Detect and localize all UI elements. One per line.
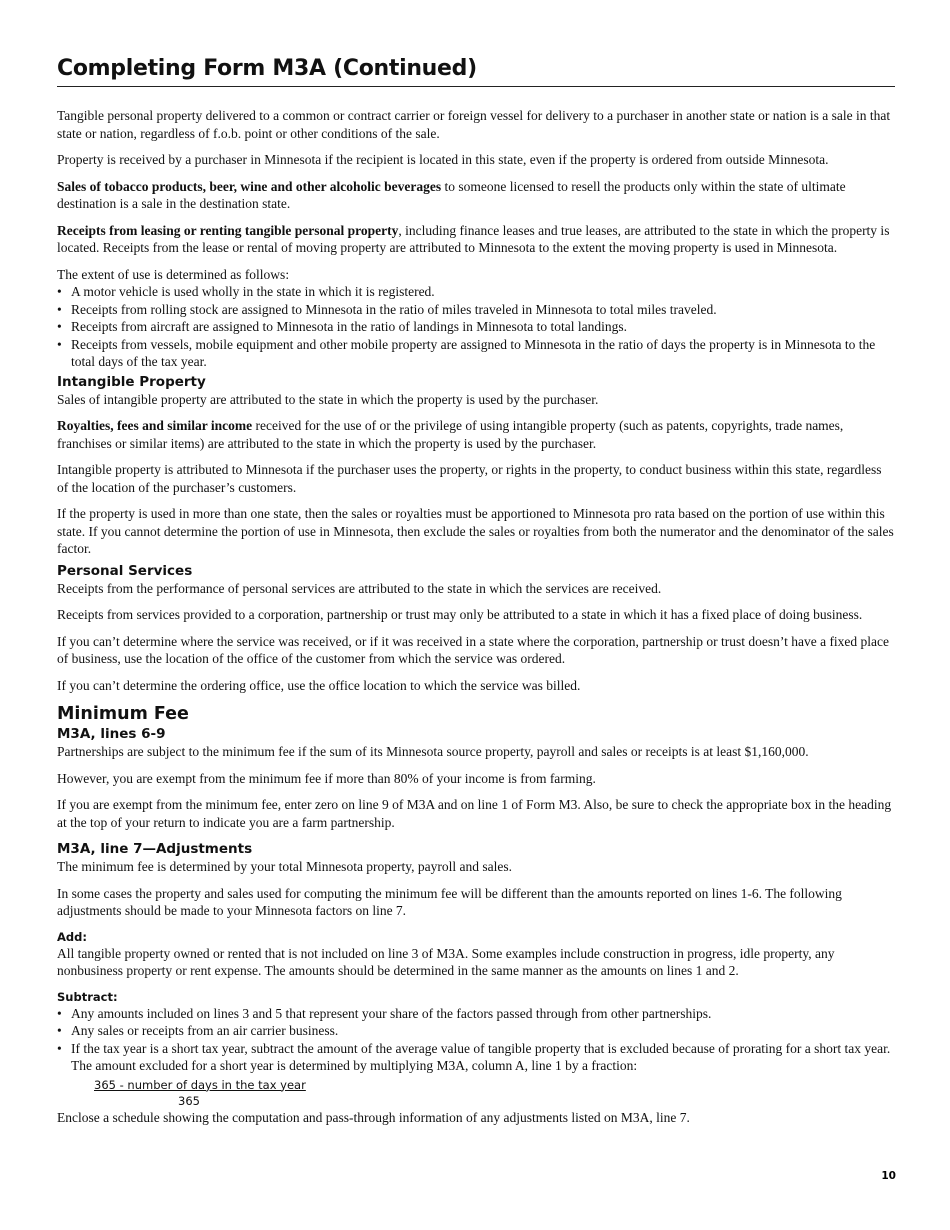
paragraph: The minimum fee is determined by your total Minnesota property, payroll and sales. — [57, 859, 513, 874]
list-item: • If the tax year is a short tax year, subtract the amount of the average value of tangible property that is excluded because of prorating for a short tax year. The amount excluded for a short year is determined by multiplying M3A, column A, line 1 by a fraction: — [57, 1040, 895, 1075]
paragraph-text: to someone licensed to resell the products only within the state of ultimate destination is a sale in the destination state. — [57, 178, 846, 211]
bold-lead: Sales of tobacco products, beer, wine and other alcoholic beverages — [57, 178, 442, 194]
paragraph — [57, 222, 895, 257]
paragraph: If the property is used in more than one state, then the sales or royalties must be apportioned to Minnesota pro rata based on the portion of use within this state. If you cannot determine the portion of use in Minnesota, then exclude the sales or royalties from both the numerator and the denominator of the sales factor. — [57, 506, 894, 556]
document-body — [57, 107, 895, 1126]
paragraph: Tangible personal property delivered to a common or contract carrier or foreign vessel for delivery to a purchaser in another state or nation is a sale in that state or nation, regardless of f.o.b. point or other conditions of the sale. — [57, 108, 891, 141]
paragraph: Enclose a schedule showing the computation and pass-through information of any adjustments listed on M3A, line 7. — [57, 1109, 690, 1125]
section-heading-personal-services: Personal Services — [57, 562, 193, 579]
paragraph: Intangible property is attributed to Minnesota if the purchaser uses the property, or rights in the property, to conduct business within this state, regardless of the location of the purchaser’s customers. — [57, 462, 882, 495]
paragraph: If you can’t determine where the service was received, or if it was received in a state where the corporation, partnership or trust doesn’t have a fixed place of business, use the location of the office of the customer from which the service was ordered. — [57, 633, 890, 666]
paragraph-text: , including finance leases and true leases, are attributed to the state in which the property is located. Receipts from the lease or rental of moving property are attributed to Minnesota to the extent the moving property is used in Minnesota. — [57, 222, 890, 255]
extent-of-use-list — [57, 283, 895, 371]
subheading-line-7-adjustments: M3A, line 7—Adjustments — [57, 841, 253, 857]
fraction-numerator: 365 - number of days in the tax year — [94, 1077, 306, 1092]
page-title: Completing Form M3A (Continued) — [57, 50, 895, 87]
list-item: • Any amounts included on lines 3 and 5 that represent your share of the factors passed through from other partnerships. — [57, 1005, 895, 1023]
section-heading-minimum-fee: Minimum Fee — [57, 704, 189, 724]
paragraph: The extent of use is determined as follows: — [57, 266, 290, 282]
paragraph: Receipts from services provided to a corporation, partnership or trust may only be attributed to a state in which it has a fixed place of doing business. — [57, 607, 863, 622]
short-year-fraction — [94, 1077, 895, 1109]
list-item: • Receipts from vessels, mobile equipment and other mobile property are assigned to Minnesota in the ratio of days the property is in Minnesota to the total days of the tax year. — [57, 336, 895, 371]
paragraph: Partnerships are subject to the minimum fee if the sum of its Minnesota source property, payroll and sales or receipts is at least $1,160,000. — [57, 744, 809, 759]
bold-lead: Receipts from leasing or renting tangible personal property — [57, 222, 399, 238]
paragraph: All tangible property owned or rented that is not included on line 3 of M3A. Some examples include construction in progress, idle property, any nonbusiness property or rent expense. The amounts should be determined in the same manner as the amounts on lines 1 and 2. — [57, 945, 835, 978]
list-item: • Any sales or receipts from an air carrier business. — [57, 1022, 895, 1040]
paragraph — [57, 178, 895, 213]
paragraph: If you can’t determine the ordering office, use the office location to which the service was billed. — [57, 677, 581, 693]
paragraph: Receipts from the performance of personal services are attributed to the state in which the services are received. — [57, 580, 662, 596]
paragraph: Property is received by a purchaser in Minnesota if the recipient is located in this state, even if the property is ordered from outside Minnesota. — [57, 152, 829, 167]
subtract-label: Subtract: — [57, 989, 118, 1004]
list-item: • Receipts from aircraft are assigned to Minnesota in the ratio of landings in Minnesota to total landings. — [57, 318, 895, 336]
list-item: • A motor vehicle is used wholly in the state in which it is registered. — [57, 283, 895, 301]
fraction-denominator: 365 — [178, 1093, 200, 1108]
page-number: 10 — [881, 1170, 896, 1182]
paragraph: Sales of intangible property are attributed to the state in which the property is used by the purchaser. — [57, 391, 599, 407]
add-label: Add: — [57, 929, 87, 944]
paragraph: However, you are exempt from the minimum fee if more than 80% of your income is from farming. — [57, 770, 596, 786]
paragraph-text: received for the use of or the privilege of using intangible property (such as patents, copyrights, trade names, franchises or similar items) are attributed to the state in which the property is used by the purchaser. — [57, 418, 844, 451]
subtract-list — [57, 1005, 895, 1075]
bold-lead: Royalties, fees and similar income — [57, 418, 253, 433]
paragraph — [57, 417, 895, 452]
paragraph: In some cases the property and sales used for computing the minimum fee will be different than the amounts reported on lines 1-6. The following adjustments should be made to your Minnesota factors on line 7. — [57, 885, 842, 918]
list-item: • Receipts from rolling stock are assigned to Minnesota in the ratio of miles traveled in Minnesota to total miles traveled. — [57, 301, 895, 319]
subheading-lines-6-9: M3A, lines 6-9 — [57, 726, 166, 742]
section-heading-intangible: Intangible Property — [57, 373, 206, 390]
paragraph: If you are exempt from the minimum fee, enter zero on line 9 of M3A and on line 1 of Form M3. Also, be sure to check the appropriate box in the heading at the top of your return to indicate you are a farm partnership. — [57, 797, 892, 830]
page — [57, 50, 895, 1135]
